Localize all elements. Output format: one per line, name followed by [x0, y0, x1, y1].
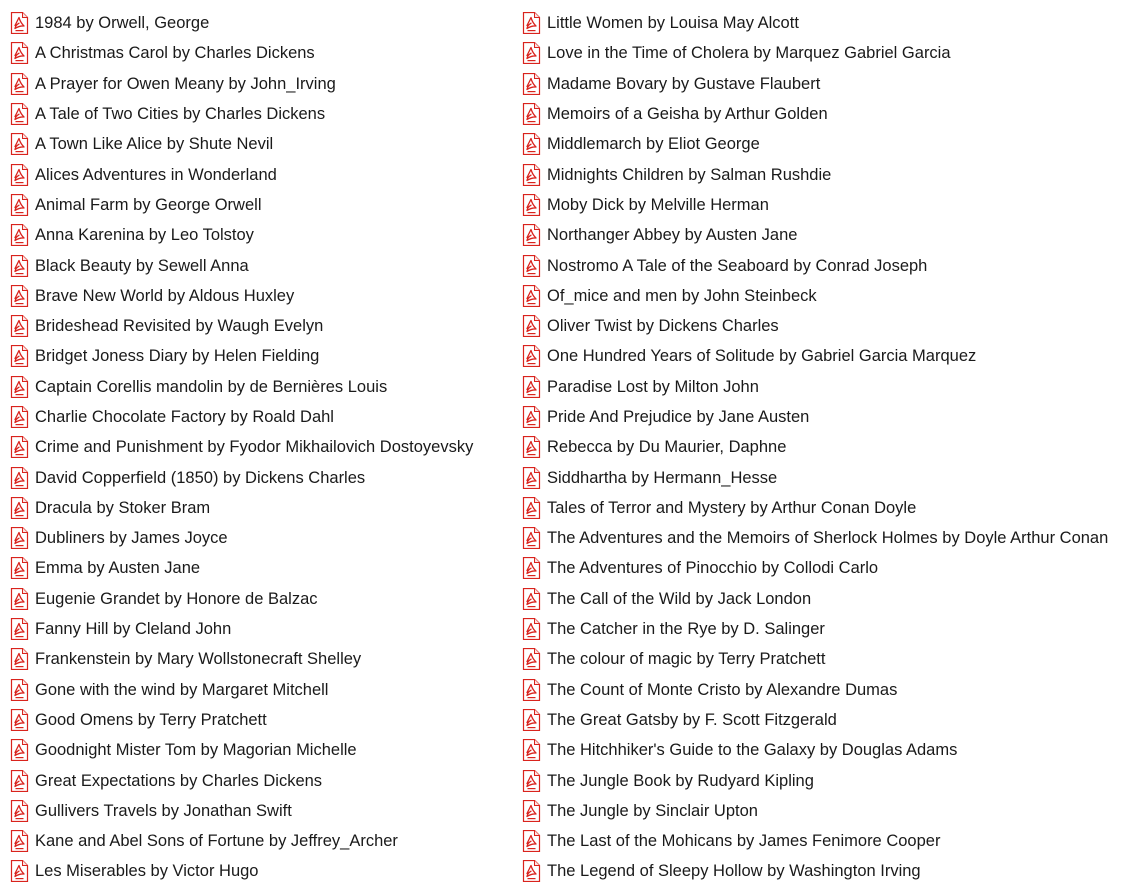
file-name: Siddhartha by Hermann_Hesse: [547, 468, 778, 487]
pdf-file-icon: [522, 860, 541, 882]
pdf-file-icon: [522, 467, 541, 489]
file-item[interactable]: [522, 311, 1140, 341]
file-name: Fanny Hill by Cleland John: [35, 620, 232, 639]
pdf-file-icon: [522, 12, 541, 34]
file-item[interactable]: [522, 159, 1140, 189]
file-item[interactable]: [10, 796, 522, 826]
file-name: Animal Farm by George Orwell: [35, 195, 262, 214]
file-name: The Legend of Sleepy Hollow by Washington Irving: [547, 862, 921, 881]
file-name: Dracula by Stoker Bram: [35, 498, 211, 517]
file-name: Oliver Twist by Dickens Charles: [547, 317, 779, 336]
file-item[interactable]: [10, 99, 522, 129]
pdf-file-icon: [522, 73, 541, 95]
pdf-file-icon: [10, 194, 29, 216]
pdf-file-icon: [522, 345, 541, 367]
file-name: The Adventures and the Memoirs of Sherlock Holmes by Doyle Arthur Conan: [547, 529, 1109, 548]
file-name: Brideshead Revisited by Waugh Evelyn: [35, 317, 324, 336]
file-name: Northanger Abbey by Austen Jane: [547, 226, 798, 245]
pdf-file-icon: [10, 467, 29, 489]
file-name: Nostromo A Tale of the Seaboard by Conrad Joseph: [547, 256, 928, 275]
pdf-file-icon: [10, 103, 29, 125]
file-item[interactable]: [10, 311, 522, 341]
file-item[interactable]: [522, 523, 1140, 553]
pdf-file-icon: [522, 376, 541, 398]
file-name: Captain Corellis mandolin by de Bernières Louis: [35, 377, 388, 396]
pdf-file-icon: [522, 406, 541, 428]
file-item[interactable]: [522, 341, 1140, 371]
file-item[interactable]: [10, 584, 522, 614]
file-item[interactable]: [10, 402, 522, 432]
pdf-file-icon: [10, 800, 29, 822]
pdf-file-icon: [522, 164, 541, 186]
pdf-file-icon: [522, 709, 541, 731]
pdf-file-icon: [10, 376, 29, 398]
pdf-file-icon: [522, 255, 541, 277]
file-name: Black Beauty by Sewell Anna: [35, 256, 249, 275]
file-item[interactable]: [522, 735, 1140, 765]
pdf-file-icon: [10, 224, 29, 246]
file-name: The Hitchhiker's Guide to the Galaxy by Douglas Adams: [547, 741, 958, 760]
file-item[interactable]: [522, 129, 1140, 159]
file-name: The Call of the Wild by Jack London: [547, 589, 812, 608]
file-name: Charlie Chocolate Factory by Roald Dahl: [35, 408, 334, 426]
file-name: A Prayer for Owen Meany by John_Irving: [35, 74, 336, 93]
file-name: Great Expectations by Charles Dickens: [35, 771, 323, 790]
file-name: Midnights Children by Salman Rushdie: [547, 165, 832, 184]
file-name: Paradise Lost by Milton John: [547, 377, 759, 396]
file-name: Gone with the wind by Margaret Mitchell: [35, 680, 329, 699]
pdf-file-icon: [10, 285, 29, 307]
pdf-file-icon: [522, 315, 541, 337]
pdf-file-icon: [522, 103, 541, 125]
file-item[interactable]: [522, 493, 1140, 523]
file-name: A Tale of Two Cities by Charles Dickens: [35, 105, 326, 124]
file-item[interactable]: [10, 341, 522, 371]
file-item[interactable]: [522, 281, 1140, 311]
file-name: Madame Bovary by Gustave Flaubert: [547, 74, 821, 93]
file-item[interactable]: [10, 220, 522, 250]
pdf-file-icon: [10, 255, 29, 277]
pdf-file-icon: [10, 315, 29, 337]
pdf-file-icon: [10, 436, 29, 458]
pdf-file-icon: [522, 648, 541, 670]
file-name: Bridget Joness Diary by Helen Fielding: [35, 347, 320, 366]
file-item[interactable]: [10, 644, 522, 674]
file-item[interactable]: [522, 705, 1140, 735]
file-name: The Catcher in the Rye by D. Salinger: [547, 620, 825, 639]
file-name: Of_mice and men by John Steinbeck: [547, 286, 817, 305]
file-item[interactable]: [522, 190, 1140, 220]
file-item[interactable]: [522, 796, 1140, 826]
pdf-file-icon: [522, 679, 541, 701]
file-item[interactable]: [522, 584, 1140, 614]
pdf-file-icon: [10, 527, 29, 549]
pdf-file-icon: [10, 557, 29, 579]
file-item[interactable]: [522, 856, 1140, 886]
file-item[interactable]: [10, 826, 522, 856]
pdf-file-icon: [10, 588, 29, 610]
pdf-file-icon: [10, 709, 29, 731]
pdf-file-icon: [522, 497, 541, 519]
file-item[interactable]: [10, 69, 522, 99]
file-name: The Jungle Book by Rudyard Kipling: [547, 771, 814, 790]
pdf-file-icon: [522, 618, 541, 640]
file-item[interactable]: [10, 614, 522, 644]
pdf-file-icon: [10, 648, 29, 670]
pdf-file-icon: [10, 73, 29, 95]
file-name: Crime and Punishment by Fyodor Mikhailovich Dostoyevsky: [35, 438, 474, 457]
pdf-file-icon: [10, 679, 29, 701]
file-name: Goodnight Mister Tom by Magorian Michelle: [35, 741, 357, 760]
pdf-file-icon: [10, 770, 29, 792]
file-name: Tales of Terror and Mystery by Arthur Conan Doyle: [547, 498, 917, 517]
file-item[interactable]: [522, 462, 1140, 492]
pdf-file-icon: [10, 164, 29, 186]
pdf-file-icon: [522, 527, 541, 549]
file-item[interactable]: [10, 250, 522, 280]
pdf-file-icon: [10, 12, 29, 34]
file-name: Memoirs of a Geisha by Arthur Golden: [547, 105, 828, 124]
file-name: Alices Adventures in Wonderland: [35, 165, 277, 184]
file-item[interactable]: [10, 523, 522, 553]
file-name: Good Omens by Terry Pratchett: [35, 710, 267, 729]
pdf-file-icon: [10, 739, 29, 761]
file-item[interactable]: [10, 281, 522, 311]
file-item[interactable]: [10, 432, 522, 462]
file-name: Emma by Austen Jane: [35, 559, 201, 578]
file-item[interactable]: [522, 220, 1140, 250]
file-name: Kane and Abel Sons of Fortune by Jeffrey_Archer: [35, 832, 398, 851]
pdf-file-icon: [522, 770, 541, 792]
file-item[interactable]: [522, 372, 1140, 402]
file-item[interactable]: [10, 553, 522, 583]
file-name: Rebecca by Du Maurier, Daphne: [547, 438, 787, 457]
file-name: Gullivers Travels by Jonathan Swift: [35, 801, 292, 820]
file-item[interactable]: [10, 129, 522, 159]
file-item[interactable]: [522, 553, 1140, 583]
file-item[interactable]: [10, 493, 522, 523]
file-item[interactable]: [10, 462, 522, 492]
file-item[interactable]: [522, 644, 1140, 674]
file-name: Little Women by Louisa May Alcott: [547, 14, 799, 33]
pdf-file-icon: [10, 860, 29, 882]
file-name: Middlemarch by Eliot George: [547, 135, 760, 154]
file-name: The Last of the Mohicans by James Fenimore Cooper: [547, 832, 941, 851]
file-item[interactable]: [10, 159, 522, 189]
file-item[interactable]: [522, 614, 1140, 644]
file-item[interactable]: [522, 826, 1140, 856]
file-name: Anna Karenina by Leo Tolstoy: [35, 226, 254, 245]
file-item[interactable]: [522, 675, 1140, 705]
file-item[interactable]: [522, 8, 1140, 38]
file-item[interactable]: [10, 8, 522, 38]
file-item[interactable]: [522, 432, 1140, 462]
pdf-file-icon: [522, 133, 541, 155]
file-name: The Great Gatsby by F. Scott Fitzgerald: [547, 710, 837, 729]
file-name: A Christmas Carol by Charles Dickens: [35, 44, 315, 63]
pdf-file-icon: [522, 224, 541, 246]
file-item[interactable]: [522, 250, 1140, 280]
file-list: [10, 8, 1140, 890]
file-name: Dubliners by James Joyce: [35, 529, 228, 548]
pdf-file-icon: [522, 436, 541, 458]
file-name: Love in the Time of Cholera by Marquez Gabriel Garcia: [547, 44, 951, 63]
file-item[interactable]: [10, 705, 522, 735]
file-item[interactable]: [522, 765, 1140, 795]
file-name: The Adventures of Pinocchio by Collodi Carlo: [547, 559, 879, 578]
pdf-file-icon: [522, 557, 541, 579]
pdf-file-icon: [522, 830, 541, 852]
file-name: 1984 by Orwell, George: [35, 14, 210, 33]
pdf-file-icon: [522, 588, 541, 610]
file-name: Brave New World by Aldous Huxley: [35, 286, 295, 305]
file-item[interactable]: [10, 372, 522, 402]
file-item[interactable]: [10, 38, 522, 68]
pdf-file-icon: [10, 830, 29, 852]
file-name: The colour of magic by Terry Pratchett: [547, 650, 826, 669]
file-name: Pride And Prejudice by Jane Austen: [547, 408, 810, 426]
file-name: Eugenie Grandet by Honore de Balzac: [35, 589, 318, 608]
file-item[interactable]: [10, 190, 522, 220]
file-item[interactable]: [10, 765, 522, 795]
file-item[interactable]: [10, 856, 522, 886]
file-name: A Town Like Alice by Shute Nevil: [35, 135, 274, 154]
file-name: The Jungle by Sinclair Upton: [547, 801, 758, 820]
pdf-file-icon: [522, 194, 541, 216]
pdf-file-icon: [522, 42, 541, 64]
file-item[interactable]: [522, 402, 1140, 432]
pdf-file-icon: [10, 406, 29, 428]
pdf-file-icon: [10, 618, 29, 640]
file-name: The Count of Monte Cristo by Alexandre Dumas: [547, 680, 898, 699]
file-item[interactable]: [10, 675, 522, 705]
file-item[interactable]: [522, 69, 1140, 99]
file-name: Frankenstein by Mary Wollstonecraft Shelley: [35, 650, 362, 669]
file-item[interactable]: [522, 99, 1140, 129]
file-item[interactable]: [10, 735, 522, 765]
pdf-file-icon: [522, 285, 541, 307]
file-name: David Copperfield (1850) by Dickens Charles: [35, 468, 366, 487]
pdf-file-icon: [10, 133, 29, 155]
pdf-file-icon: [522, 800, 541, 822]
pdf-file-icon: [522, 739, 541, 761]
file-name: One Hundred Years of Solitude by Gabriel Garcia Marquez: [547, 347, 977, 366]
pdf-file-icon: [10, 345, 29, 367]
file-name: Moby Dick by Melville Herman: [547, 195, 769, 214]
file-item[interactable]: [522, 38, 1140, 68]
pdf-file-icon: [10, 497, 29, 519]
file-name: Les Miserables by Victor Hugo: [35, 862, 259, 881]
pdf-file-icon: [10, 42, 29, 64]
